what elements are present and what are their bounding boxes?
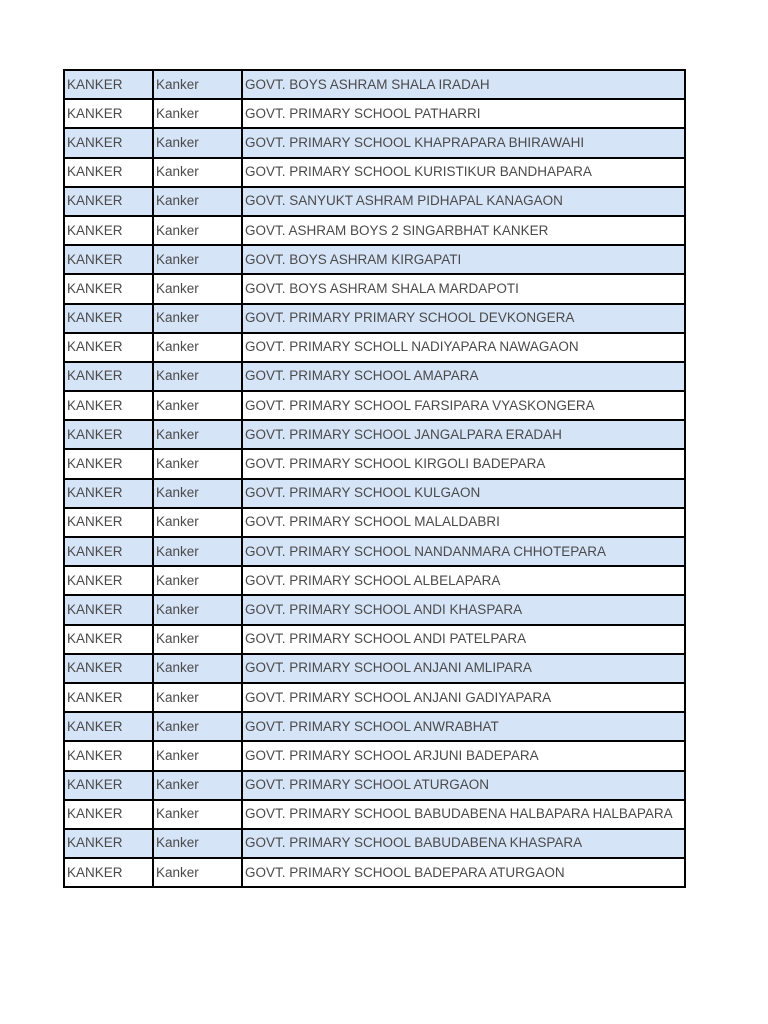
school-name-cell: GOVT. PRIMARY SCHOOL NANDANMARA CHHOTEPARA [242, 537, 685, 566]
district-cell: KANKER [64, 187, 153, 216]
block-cell: Kanker [153, 508, 242, 537]
district-cell: KANKER [64, 216, 153, 245]
table-row [64, 128, 685, 157]
table-row [64, 800, 685, 829]
block-cell: Kanker [153, 391, 242, 420]
block-cell: Kanker [153, 187, 242, 216]
district-cell: KANKER [64, 508, 153, 537]
school-name-cell: GOVT. PRIMARY SCHOOL ANJANI AMLIPARA [242, 654, 685, 683]
district-cell: KANKER [64, 99, 153, 128]
block-cell: Kanker [153, 449, 242, 478]
table-row [64, 274, 685, 303]
block-cell: Kanker [153, 654, 242, 683]
table-row [64, 304, 685, 333]
district-cell: KANKER [64, 128, 153, 157]
district-cell: KANKER [64, 479, 153, 508]
block-cell: Kanker [153, 829, 242, 858]
table-row [64, 245, 685, 274]
table-row [64, 712, 685, 741]
school-name-cell: GOVT. PRIMARY SCHOOL ANDI PATELPARA [242, 625, 685, 654]
school-name-cell: GOVT. PRIMARY SCHOOL BABUDABENA KHASPARA [242, 829, 685, 858]
block-cell: Kanker [153, 479, 242, 508]
table-row [64, 362, 685, 391]
table-row [64, 333, 685, 362]
table-row [64, 420, 685, 449]
block-cell: Kanker [153, 158, 242, 187]
block-cell: Kanker [153, 99, 242, 128]
block-cell: Kanker [153, 858, 242, 887]
school-name-cell: GOVT. PRIMARY SCHOOL PATHARRI [242, 99, 685, 128]
district-cell: KANKER [64, 741, 153, 770]
block-cell: Kanker [153, 304, 242, 333]
table-row [64, 391, 685, 420]
district-cell: KANKER [64, 391, 153, 420]
district-cell: KANKER [64, 70, 153, 99]
block-cell: Kanker [153, 537, 242, 566]
block-cell: Kanker [153, 420, 242, 449]
district-cell: KANKER [64, 158, 153, 187]
district-cell: KANKER [64, 771, 153, 800]
block-cell: Kanker [153, 333, 242, 362]
block-cell: Kanker [153, 771, 242, 800]
school-name-cell: GOVT. PRIMARY SCHOOL KULGAON [242, 479, 685, 508]
school-name-cell: GOVT. PRIMARY SCHOOL FARSIPARA VYASKONGERA [242, 391, 685, 420]
district-cell: KANKER [64, 595, 153, 624]
district-cell: KANKER [64, 654, 153, 683]
district-cell: KANKER [64, 304, 153, 333]
block-cell: Kanker [153, 741, 242, 770]
table-row [64, 216, 685, 245]
table-row [64, 537, 685, 566]
table-row [64, 479, 685, 508]
table-row [64, 771, 685, 800]
block-cell: Kanker [153, 128, 242, 157]
school-name-cell: GOVT. ASHRAM BOYS 2 SINGARBHAT KANKER [242, 216, 685, 245]
table-row [64, 449, 685, 478]
block-cell: Kanker [153, 566, 242, 595]
table-row [64, 99, 685, 128]
block-cell: Kanker [153, 683, 242, 712]
district-cell: KANKER [64, 625, 153, 654]
table-row [64, 187, 685, 216]
block-cell: Kanker [153, 245, 242, 274]
school-name-cell: GOVT. PRIMARY SCHOLL NADIYAPARA NAWAGAON [242, 333, 685, 362]
district-cell: KANKER [64, 712, 153, 741]
school-name-cell: GOVT. PRIMARY SCHOOL BADEPARA ATURGAON [242, 858, 685, 887]
district-cell: KANKER [64, 333, 153, 362]
block-cell: Kanker [153, 70, 242, 99]
block-cell: Kanker [153, 625, 242, 654]
block-cell: Kanker [153, 712, 242, 741]
district-cell: KANKER [64, 858, 153, 887]
table-row [64, 158, 685, 187]
district-cell: KANKER [64, 274, 153, 303]
table-row [64, 508, 685, 537]
table-row [64, 829, 685, 858]
district-cell: KANKER [64, 566, 153, 595]
school-name-cell: GOVT. PRIMARY SCHOOL JANGALPARA ERADAH [242, 420, 685, 449]
table-row [64, 741, 685, 770]
district-cell: KANKER [64, 683, 153, 712]
table-row [64, 683, 685, 712]
school-name-cell: GOVT. PRIMARY SCHOOL ALBELAPARA [242, 566, 685, 595]
block-cell: Kanker [153, 274, 242, 303]
school-list-table [63, 69, 686, 888]
district-cell: KANKER [64, 537, 153, 566]
table-row [64, 625, 685, 654]
school-name-cell: GOVT. PRIMARY SCHOOL AMAPARA [242, 362, 685, 391]
school-name-cell: GOVT. PRIMARY SCHOOL BABUDABENA HALBAPARA HALBAPARA [242, 800, 685, 829]
school-name-cell: GOVT. PRIMARY SCHOOL ANJANI GADIYAPARA [242, 683, 685, 712]
block-cell: Kanker [153, 216, 242, 245]
school-name-cell: GOVT. PRIMARY SCHOOL KHAPRAPARA BHIRAWAHI [242, 128, 685, 157]
district-cell: KANKER [64, 420, 153, 449]
school-name-cell: GOVT. PRIMARY SCHOOL KIRGOLI BADEPARA [242, 449, 685, 478]
district-cell: KANKER [64, 449, 153, 478]
table-row [64, 595, 685, 624]
district-cell: KANKER [64, 362, 153, 391]
block-cell: Kanker [153, 800, 242, 829]
district-cell: KANKER [64, 800, 153, 829]
district-cell: KANKER [64, 829, 153, 858]
school-name-cell: GOVT. PRIMARY PRIMARY SCHOOL DEVKONGERA [242, 304, 685, 333]
school-name-cell: GOVT. PRIMARY SCHOOL ATURGAON [242, 771, 685, 800]
school-name-cell: GOVT. PRIMARY SCHOOL MALALDABRI [242, 508, 685, 537]
table-body [64, 70, 685, 887]
table-row [64, 566, 685, 595]
table-row [64, 70, 685, 99]
block-cell: Kanker [153, 362, 242, 391]
table-row [64, 654, 685, 683]
block-cell: Kanker [153, 595, 242, 624]
school-name-cell: GOVT. PRIMARY SCHOOL ARJUNI BADEPARA [242, 741, 685, 770]
school-name-cell: GOVT. BOYS ASHRAM KIRGAPATI [242, 245, 685, 274]
table-row [64, 858, 685, 887]
school-name-cell: GOVT. BOYS ASHRAM SHALA MARDAPOTI [242, 274, 685, 303]
school-name-cell: GOVT. PRIMARY SCHOOL ANWRABHAT [242, 712, 685, 741]
school-name-cell: GOVT. SANYUKT ASHRAM PIDHAPAL KANAGAON [242, 187, 685, 216]
district-cell: KANKER [64, 245, 153, 274]
school-name-cell: GOVT. PRIMARY SCHOOL ANDI KHASPARA [242, 595, 685, 624]
school-name-cell: GOVT. BOYS ASHRAM SHALA IRADAH [242, 70, 685, 99]
school-name-cell: GOVT. PRIMARY SCHOOL KURISTIKUR BANDHAPARA [242, 158, 685, 187]
